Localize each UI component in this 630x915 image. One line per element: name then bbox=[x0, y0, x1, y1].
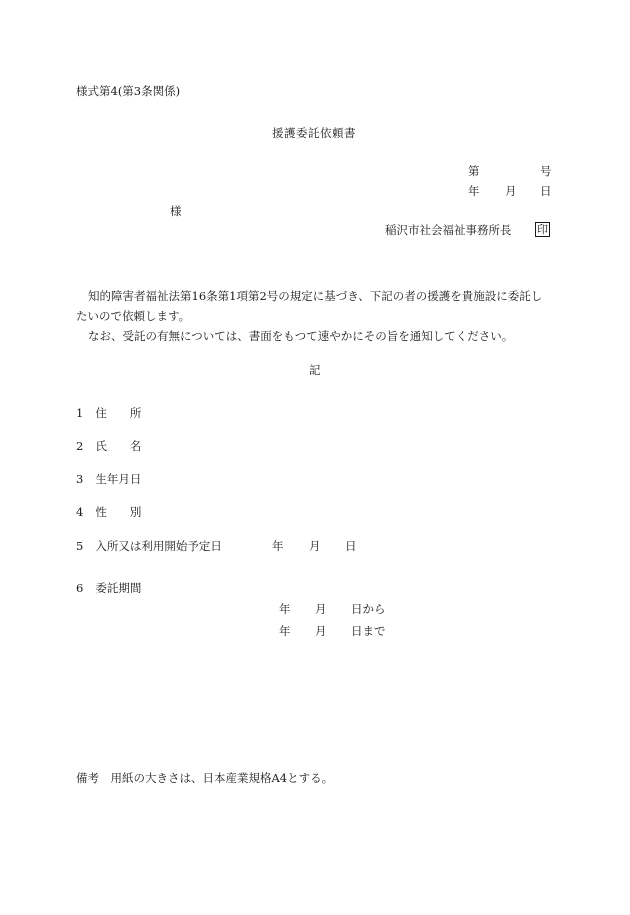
period-to-day: 日まで bbox=[351, 624, 386, 638]
item-label: 住 所 bbox=[95, 406, 142, 420]
number-label: 第 bbox=[468, 164, 480, 178]
body-text bbox=[76, 286, 552, 346]
item-1 bbox=[76, 408, 141, 420]
item-label: 氏 名 bbox=[95, 439, 142, 453]
document-title: 援護委託依頼書 bbox=[272, 126, 356, 140]
item-number: 3 bbox=[76, 472, 84, 486]
item-label: 入所又は利用開始予定日 bbox=[95, 539, 222, 553]
item-number: 6 bbox=[76, 581, 84, 595]
date-day: 日 bbox=[540, 184, 552, 198]
period-from-month: 月 bbox=[315, 602, 327, 616]
period-to-year: 年 bbox=[279, 624, 291, 638]
seal-label: 印 bbox=[537, 223, 548, 236]
item-label: 性 別 bbox=[95, 505, 142, 519]
item5-month: 月 bbox=[309, 539, 321, 553]
item-3 bbox=[76, 474, 141, 486]
form-id: 様式第4(第3条関係) bbox=[76, 84, 181, 98]
item-number: 2 bbox=[76, 439, 84, 453]
sender-name: 稲沢市社会福祉事務所長 bbox=[385, 223, 512, 237]
item5-year: 年 bbox=[272, 539, 284, 553]
ki-heading: 記 bbox=[309, 363, 321, 377]
item-label: 委託期間 bbox=[95, 581, 142, 595]
remarks-note: 備考 用紙の大きさは、日本産業規格A4とする。 bbox=[76, 771, 334, 785]
item-2 bbox=[76, 441, 141, 453]
item-number: 1 bbox=[76, 406, 84, 420]
item-4 bbox=[76, 507, 141, 519]
body-line-1: 知的障害者福祉法第16条第1項第2号の規定に基づき、下記の者の援護を貴施設に委託し bbox=[88, 289, 543, 303]
item-6 bbox=[76, 583, 141, 595]
item-number: 4 bbox=[76, 505, 84, 519]
body-line-2: たいので依頼します。 bbox=[76, 309, 191, 323]
addressee-suffix: 様 bbox=[170, 204, 182, 218]
seal-mark bbox=[535, 222, 550, 237]
item-number: 5 bbox=[76, 539, 84, 553]
period-from-year: 年 bbox=[279, 602, 291, 616]
body-line-3: なお、受託の有無については、書面をもつて速やかにその旨を通知してください。 bbox=[88, 329, 514, 343]
item-label: 生年月日 bbox=[95, 472, 142, 486]
period-from-day: 日から bbox=[351, 602, 386, 616]
item5-day: 日 bbox=[345, 539, 357, 553]
date-year: 年 bbox=[468, 184, 480, 198]
number-suffix: 号 bbox=[540, 164, 552, 178]
item-5 bbox=[76, 541, 222, 553]
period-to-month: 月 bbox=[315, 624, 327, 638]
date-month: 月 bbox=[505, 184, 517, 198]
